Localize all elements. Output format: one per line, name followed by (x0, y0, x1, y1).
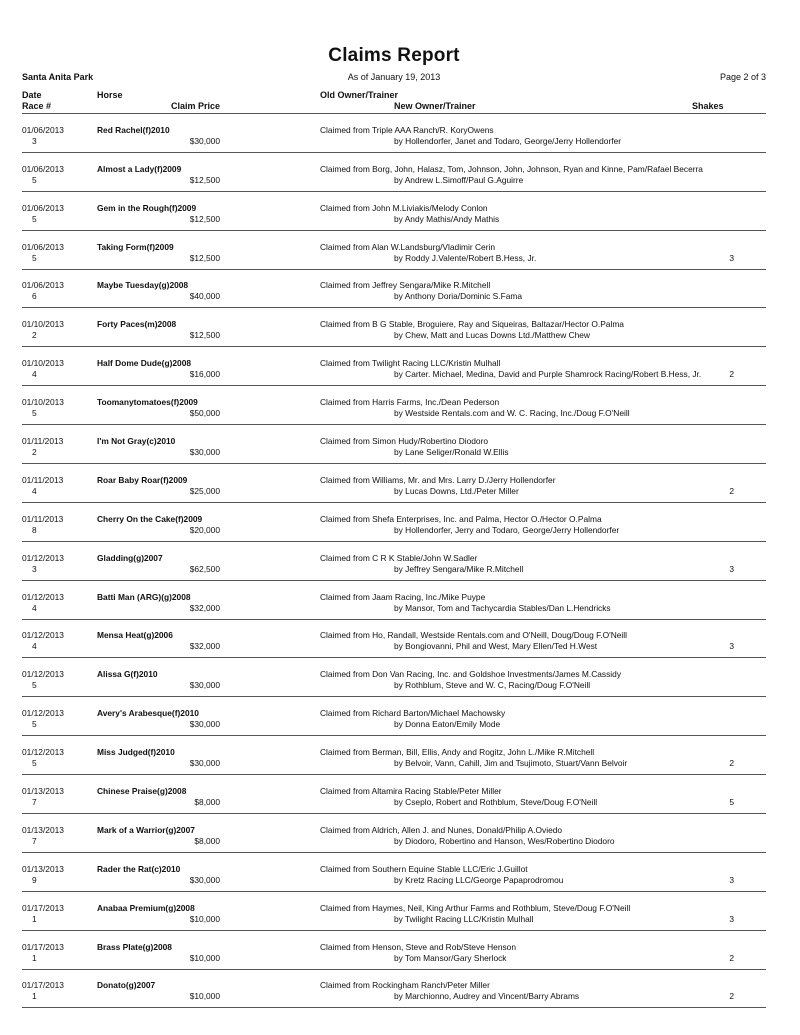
shakes-count: 3 (729, 874, 734, 885)
claim-row (22, 777, 766, 814)
claim-price: $12,500 (189, 174, 220, 185)
claimed-from: Claimed from Jaam Racing, Inc./Mike Puype (320, 591, 486, 602)
as-of-date: As of January 19, 2013 (347, 72, 441, 82)
race-number: 4 (32, 369, 37, 380)
claim-date: 01/17/2013 (22, 902, 64, 913)
claim-row (22, 933, 766, 970)
claimed-from: Claimed from Triple AAA Ranch/R. KoryOwens (320, 124, 494, 135)
claim-price: $25,000 (189, 485, 220, 496)
race-number: 5 (32, 758, 37, 769)
claimed-from: Claimed from Williams, Mr. and Mrs. Larry D./Jerry Hollendorfer (320, 474, 556, 485)
race-number: 5 (32, 174, 37, 185)
race-number: 1 (32, 913, 37, 924)
race-number: 8 (32, 524, 37, 535)
claim-date: 01/12/2013 (22, 747, 64, 758)
claim-price: $20,000 (189, 524, 220, 535)
claim-date: 01/12/2013 (22, 630, 64, 641)
race-number: 5 (32, 680, 37, 691)
claim-price: $30,000 (189, 680, 220, 691)
claim-price: $8,000 (194, 797, 220, 808)
shakes-count: 2 (729, 991, 734, 1002)
shakes-count: 3 (729, 641, 734, 652)
claimed-from: Claimed from Berman, Bill, Ellis, Andy and Rogitz, John L./Mike R.Mitchell (320, 747, 595, 758)
horse-name: Half Dome Dude(g)2008 (97, 358, 192, 369)
column-header-race: Race # (22, 101, 52, 111)
claim-price: $8,000 (194, 835, 220, 846)
column-header-claim-price: Claim Price (170, 101, 220, 111)
claim-row (22, 544, 766, 581)
claim-date: 01/13/2013 (22, 786, 64, 797)
claim-date: 01/17/2013 (22, 941, 64, 952)
claims-list (22, 114, 766, 1008)
claimed-from: Claimed from Richard Barton/Michael Machowsky (320, 708, 506, 719)
new-owner-trainer: by Belvoir, Vann, Cahill, Jim and Tsujimoto, Stuart/Vann Belvoir (394, 758, 628, 769)
race-number: 7 (32, 797, 37, 808)
horse-name: Maybe Tuesday(g)2008 (97, 280, 189, 291)
horse-name: Avery's Arabesque(f)2010 (97, 708, 199, 719)
claim-row (22, 738, 766, 775)
claim-row (22, 427, 766, 464)
claim-date: 01/06/2013 (22, 280, 64, 291)
horse-name: Roar Baby Roar(f)2009 (97, 474, 188, 485)
new-owner-trainer: by Rothblum, Steve and W. C, Racing/Doug F.O'Neill (394, 680, 591, 691)
claimed-from: Claimed from Rockingham Ranch/Peter Miller (320, 980, 490, 991)
claim-price: $12,500 (189, 252, 220, 263)
claim-date: 01/13/2013 (22, 863, 64, 874)
race-number: 4 (32, 602, 37, 613)
race-number: 5 (32, 408, 37, 419)
race-number: 3 (32, 563, 37, 574)
claim-date: 01/12/2013 (22, 591, 64, 602)
claim-price: $50,000 (189, 408, 220, 419)
new-owner-trainer: by Bongiovanni, Phil and West, Mary Ellen/Ted H.West (394, 641, 598, 652)
race-number: 9 (32, 874, 37, 885)
new-owner-trainer: by Andy Mathis/Andy Mathis (394, 213, 500, 224)
claim-date: 01/12/2013 (22, 708, 64, 719)
claim-date: 01/10/2013 (22, 319, 64, 330)
horse-name: Taking Form(f)2009 (97, 241, 174, 252)
race-number: 1 (32, 952, 37, 963)
claim-date: 01/13/2013 (22, 824, 64, 835)
horse-name: Forty Paces(m)2008 (97, 319, 177, 330)
claimed-from: Claimed from Alan W.Landsburg/Vladimir Cerin (320, 241, 496, 252)
new-owner-trainer: by Hollendorfer, Jerry and Todaro, George/Jerry Hollendorfer (394, 524, 620, 535)
claimed-from: Claimed from Don Van Racing, Inc. and Goldshoe Investments/James M.Cassidy (320, 669, 622, 680)
claim-price: $10,000 (189, 952, 220, 963)
claim-date: 01/10/2013 (22, 397, 64, 408)
track-name: Santa Anita Park (22, 72, 94, 82)
claimed-from: Claimed from C R K Stable/John W.Sadler (320, 552, 478, 563)
claimed-from: Claimed from Harris Farms, Inc./Dean Pederson (320, 397, 500, 408)
horse-name: Gladding(g)2007 (97, 552, 163, 563)
column-header-horse: Horse (97, 90, 123, 100)
claim-date: 01/12/2013 (22, 669, 64, 680)
race-number: 7 (32, 835, 37, 846)
new-owner-trainer: by Carter. Michael, Medina, David and Purple Shamrock Racing/Robert B.Hess, Jr. (394, 369, 702, 380)
claim-price: $40,000 (189, 291, 220, 302)
horse-name: Rader the Rat(c)2010 (97, 863, 181, 874)
page-number: Page 2 of 3 (719, 72, 766, 82)
race-number: 3 (32, 135, 37, 146)
claimed-from: Claimed from John M.Liviakis/Melody Conlon (320, 202, 488, 213)
claim-row (22, 194, 766, 231)
claim-row (22, 660, 766, 697)
claim-row (22, 349, 766, 386)
column-header-old-owner-trainer: Old Owner/Trainer (320, 90, 399, 100)
column-header-new-owner-trainer: New Owner/Trainer (394, 101, 476, 111)
claimed-from: Claimed from Shefa Enterprises, Inc. and Palma, Hector O./Hector O.Palma (320, 513, 602, 524)
shakes-count: 2 (729, 369, 734, 380)
horse-name: Gem in the Rough(f)2009 (97, 202, 197, 213)
race-number: 2 (32, 330, 37, 341)
report-title: Claims Report (328, 45, 460, 66)
claimed-from: Claimed from Haymes, Neil, King Arthur Farms and Rothblum, Steve/Doug F.O'Neill (320, 902, 631, 913)
new-owner-trainer: by Twilight Racing LLC/Kristin Mulhall (394, 913, 534, 924)
claim-date: 01/12/2013 (22, 552, 64, 563)
horse-name: Red Rachel(f)2010 (97, 124, 170, 135)
claimed-from: Claimed from Jeffrey Sengara/Mike R.Mitchell (320, 280, 491, 291)
claimed-from: Claimed from Altamira Racing Stable/Peter Miller (320, 786, 502, 797)
claim-price: $62,500 (189, 563, 220, 574)
claimed-from: Claimed from Southern Equine Stable LLC/Eric J.Guillot (320, 863, 528, 874)
new-owner-trainer: by Hollendorfer, Janet and Todaro, George/Jerry Hollendorfer (394, 135, 622, 146)
horse-name: Almost a Lady(f)2009 (97, 163, 182, 174)
horse-name: Brass Plate(g)2008 (97, 941, 172, 952)
column-header-shakes: Shakes (692, 101, 724, 111)
shakes-count: 2 (729, 485, 734, 496)
claimed-from: Claimed from Simon Hudy/Robertino Diodoro (320, 436, 489, 447)
race-number: 4 (32, 485, 37, 496)
claim-date: 01/11/2013 (22, 474, 64, 485)
claim-price: $10,000 (189, 913, 220, 924)
race-number: 5 (32, 252, 37, 263)
horse-name: Toomanytomatoes(f)2009 (97, 397, 198, 408)
claim-price: $30,000 (189, 874, 220, 885)
claimed-from: Claimed from Borg, John, Halasz, Tom, Johnson, John, Johnson, Ryan and Kinne, Pam/Rafael Becerra (320, 163, 703, 174)
claim-date: 01/11/2013 (22, 436, 64, 447)
claim-date: 01/10/2013 (22, 358, 64, 369)
new-owner-trainer: by Diodoro, Robertino and Hanson, Wes/Robertino Diodoro (394, 835, 615, 846)
race-number: 2 (32, 447, 37, 458)
claim-price: $16,000 (189, 369, 220, 380)
claimed-from: Claimed from Aldrich, Allen J. and Nunes, Donald/Philip A.Oviedo (320, 824, 563, 835)
new-owner-trainer: by Kretz Racing LLC/George Papaprodromou (394, 874, 564, 885)
claim-row (22, 855, 766, 892)
claim-row (22, 388, 766, 425)
claim-price: $10,000 (189, 991, 220, 1002)
claim-row (22, 583, 766, 620)
claim-row (22, 699, 766, 736)
new-owner-trainer: by Anthony Doria/Dominic S.Fama (394, 291, 523, 302)
claim-price: $32,000 (189, 641, 220, 652)
shakes-count: 2 (729, 952, 734, 963)
claim-date: 01/06/2013 (22, 124, 64, 135)
shakes-count: 2 (729, 758, 734, 769)
new-owner-trainer: by Tom Mansor/Gary Sherlock (394, 952, 507, 963)
claim-row (22, 271, 766, 308)
claim-date: 01/17/2013 (22, 980, 64, 991)
claim-row (22, 233, 766, 270)
horse-name: Cherry On the Cake(f)2009 (97, 513, 203, 524)
claim-price: $12,500 (189, 330, 220, 341)
new-owner-trainer: by Chew, Matt and Lucas Downs Ltd./Matthew Chew (394, 330, 590, 341)
claim-price: $30,000 (189, 758, 220, 769)
claim-row (22, 466, 766, 503)
horse-name: Donato(g)2007 (97, 980, 156, 991)
claim-row (22, 505, 766, 542)
claim-date: 01/11/2013 (22, 513, 64, 524)
column-header-date: Date (22, 90, 42, 100)
claim-row (22, 155, 766, 192)
race-number: 6 (32, 291, 37, 302)
new-owner-trainer: by Jeffrey Sengara/Mike R.Mitchell (394, 563, 524, 574)
claim-date: 01/06/2013 (22, 163, 64, 174)
race-number: 5 (32, 213, 37, 224)
shakes-count: 3 (729, 252, 734, 263)
horse-name: Chinese Praise(g)2008 (97, 786, 187, 797)
claim-price: $32,000 (189, 602, 220, 613)
claim-price: $30,000 (189, 719, 220, 730)
horse-name: Alissa G(f)2010 (97, 669, 158, 680)
new-owner-trainer: by Andrew L.Simoff/Paul G.Aguirre (394, 174, 524, 185)
claim-row (22, 894, 766, 931)
shakes-count: 5 (729, 797, 734, 808)
new-owner-trainer: by Mansor, Tom and Tachycardia Stables/Dan L.Hendricks (394, 602, 611, 613)
horse-name: Miss Judged(f)2010 (97, 747, 175, 758)
horse-name: Batti Man (ARG)(g)2008 (97, 591, 191, 602)
claimed-from: Claimed from B G Stable, Broguiere, Ray and Siqueiras, Baltazar/Hector O.Palma (320, 319, 624, 330)
new-owner-trainer: by Westside Rentals.com and W. C. Racing, Inc./Doug F.O'Neill (394, 408, 630, 419)
new-owner-trainer: by Roddy J.Valente/Robert B.Hess, Jr. (394, 252, 537, 263)
horse-name: I'm Not Gray(c)2010 (97, 436, 176, 447)
new-owner-trainer: by Lane Seliger/Ronald W.Ellis (394, 447, 509, 458)
race-number: 4 (32, 641, 37, 652)
shakes-count: 3 (729, 563, 734, 574)
claim-row (22, 310, 766, 347)
claimed-from: Claimed from Twilight Racing LLC/Kristin Mulhall (320, 358, 501, 369)
claimed-from: Claimed from Henson, Steve and Rob/Steve Henson (320, 941, 516, 952)
new-owner-trainer: by Marchionno, Audrey and Vincent/Barry Abrams (394, 991, 580, 1002)
claim-date: 01/06/2013 (22, 241, 64, 252)
claim-date: 01/06/2013 (22, 202, 64, 213)
horse-name: Anabaa Premium(g)2008 (97, 902, 195, 913)
shakes-count: 3 (729, 913, 734, 924)
new-owner-trainer: by Cseplo, Robert and Rothblum, Steve/Doug F.O'Neill (394, 797, 598, 808)
horse-name: Mark of a Warrior(g)2007 (97, 824, 195, 835)
horse-name: Mensa Heat(g)2006 (97, 630, 173, 641)
claimed-from: Claimed from Ho, Randall, Westside Rentals.com and O'Neill, Doug/Doug F.O'Neill (320, 630, 627, 641)
new-owner-trainer: by Donna Eaton/Emily Mode (394, 719, 501, 730)
claim-row (22, 816, 766, 853)
claim-price: $12,500 (189, 213, 220, 224)
new-owner-trainer: by Lucas Downs, Ltd./Peter Miller (394, 485, 519, 496)
claim-price: $30,000 (189, 135, 220, 146)
race-number: 5 (32, 719, 37, 730)
race-number: 1 (32, 991, 37, 1002)
claim-price: $30,000 (189, 447, 220, 458)
claim-row (22, 116, 766, 153)
claim-row (22, 621, 766, 658)
claim-row (22, 971, 766, 1008)
